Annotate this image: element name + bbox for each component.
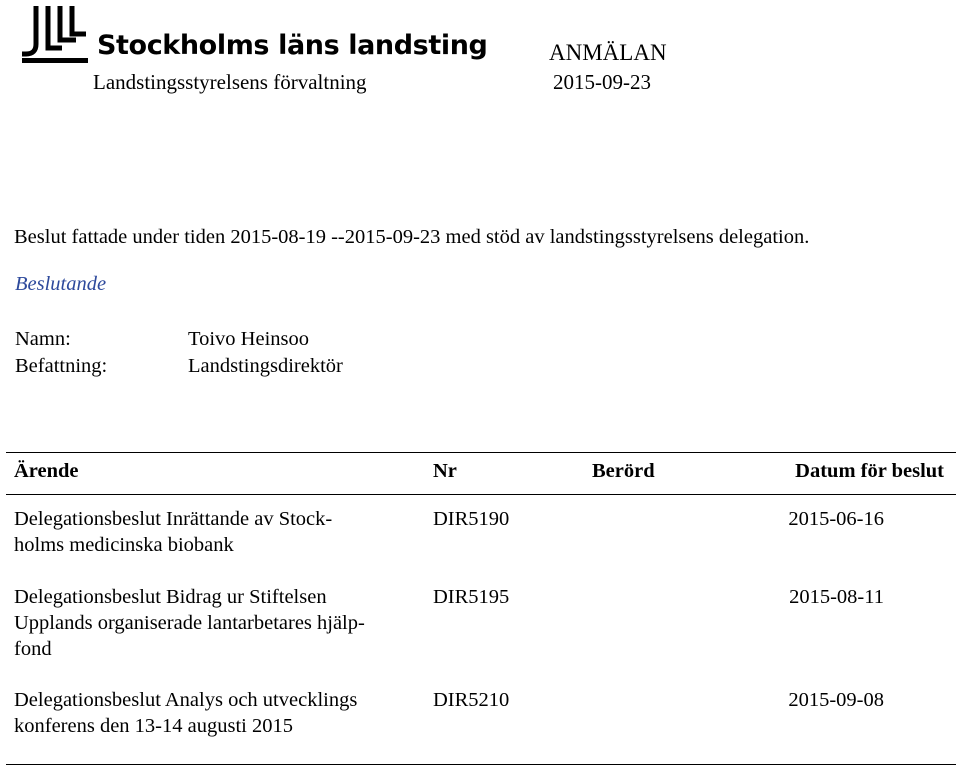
- document-date: 2015-09-23: [553, 70, 651, 94]
- column-header-nr: Nr: [433, 460, 457, 482]
- name-value: Toivo Heinsoo: [188, 328, 309, 350]
- cell-nr: DIR5195: [433, 586, 510, 608]
- cell-arende: Delegationsbeslut Bidrag ur Stiftelsen Upplands organiserade lantarbetares hjälp- fond: [14, 586, 365, 660]
- organization-name: Landstingsstyrelsens förvaltning: [93, 70, 367, 94]
- logo-wordmark: Stockholms läns landsting: [97, 30, 488, 61]
- cell-datum: 2015-06-16: [788, 508, 884, 530]
- column-header-arende: Ärende: [14, 460, 79, 482]
- sll-logo: [22, 4, 488, 66]
- cell-nr: DIR5190: [433, 508, 510, 530]
- section-title-beslutande: Beslutande: [15, 273, 107, 295]
- column-header-berord: Berörd: [592, 460, 655, 482]
- cell-arende: Delegationsbeslut Analys och utvecklings konferens den 13-14 augusti 2015: [14, 689, 358, 737]
- cell-nr: DIR5210: [433, 689, 510, 711]
- name-label: Namn:: [15, 328, 71, 350]
- cell-arende: Delegationsbeslut Inrättande av Stock- holms medicinska biobank: [14, 508, 333, 556]
- table-top-rule: [6, 452, 956, 453]
- column-header-datum: Datum för beslut: [795, 460, 944, 482]
- intro-text: Beslut fattade under tiden 2015-08-19 --2015-09-23 med stöd av landstingsstyrelsens delegation.: [14, 226, 810, 248]
- table-bottom-rule: [6, 764, 956, 765]
- cell-datum: 2015-09-08: [788, 689, 884, 711]
- table-header-rule: [6, 494, 956, 495]
- sll-logo-mark-icon: [22, 4, 94, 64]
- position-label: Befattning:: [15, 355, 108, 377]
- position-value: Landstingsdirektör: [188, 355, 343, 377]
- document-type: ANMÄLAN: [549, 40, 667, 65]
- cell-datum: 2015-08-11: [789, 586, 884, 608]
